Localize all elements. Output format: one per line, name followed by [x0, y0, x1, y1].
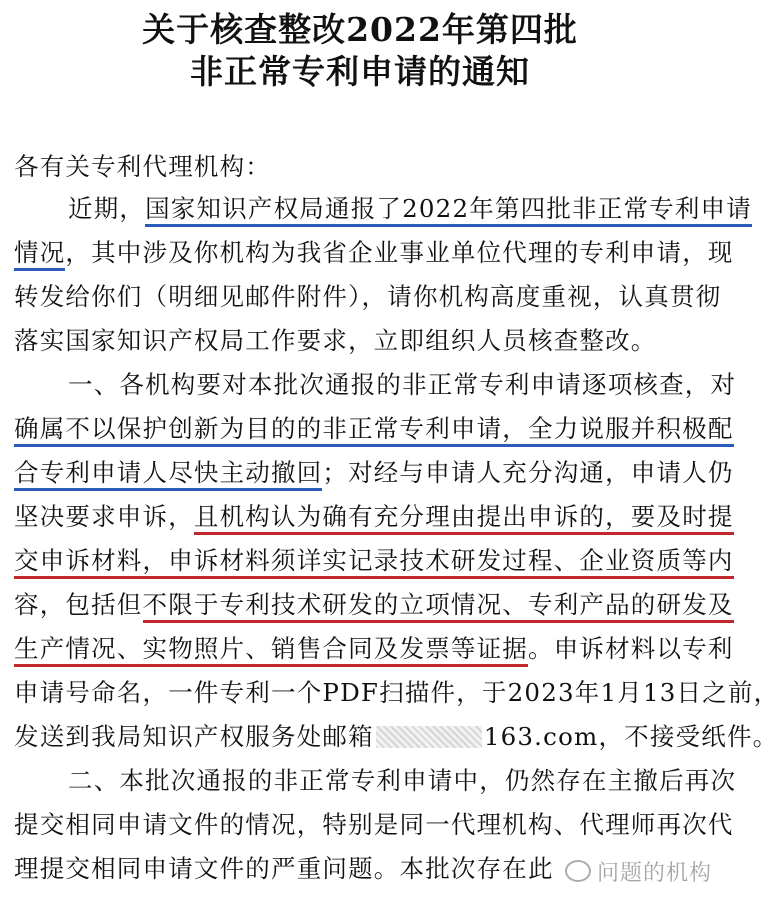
wechat-icon	[565, 860, 591, 882]
redacted-email	[376, 726, 482, 748]
p3-line-3: 理提交相同申请文件的严重问题。本批次存在此	[14, 854, 554, 883]
p2-l9-rest: 163.com，不接受纸件。	[483, 722, 779, 751]
p1-l2-underlined: 情况	[14, 238, 65, 271]
p1-line-3: 转发给你们（明细见邮件附件），请你机构高度重视，认真贯彻	[14, 282, 722, 311]
p1-l1-lead: 近期，	[68, 194, 146, 223]
title-line-2: 非正常专利申请的通知	[190, 52, 530, 91]
p2-l6-underlined: 不限于专利技术研发的立项情况、专利产品的研发及	[143, 590, 734, 623]
p2-l9-lead: 发送到我局知识产权服务处邮箱	[14, 722, 374, 751]
p2-line-2	[14, 412, 734, 446]
p2-l2-underlined: 确属不以保护创新为目的的非正常专利申请，全力说服并积极配	[14, 414, 734, 447]
p2-l5-underlined: 交申诉材料，申诉材料须详实记录技术研发过程、企业资质等内	[14, 546, 734, 579]
title-line-1: 关于核查整改2022年第四批	[142, 10, 578, 49]
watermark-text: 问题的机构	[596, 861, 712, 886]
p2-line-3	[14, 456, 734, 490]
p1-l2-rest: ，其中涉及你机构为我省企业事业单位代理的专利申请，现	[65, 238, 734, 267]
p1-l1-underlined: 国家知识产权局通报了2022年第四批非正常专利申请	[145, 194, 752, 227]
p1-line-1	[68, 192, 752, 226]
p2-l3-rest: ；对经与申请人充分沟通，申请人仍	[322, 458, 734, 487]
p2-l6-lead: 容，包括但	[14, 590, 143, 619]
greeting: 各有关专利代理机构：	[14, 152, 271, 181]
p2-l7-underlined: 生产情况、实物照片、销售合同及发票等证据	[14, 634, 528, 667]
p2-line-8: 申请号命名，一件专利一个PDF扫描件，于2023年1月13日之前，	[14, 678, 779, 707]
p1-line-4: 落实国家知识产权局工作要求，立即组织人员核查整改。	[14, 326, 657, 355]
p2-line-9	[14, 720, 778, 754]
p2-l4-lead: 坚决要求申诉，	[14, 502, 194, 531]
p2-line-1: 一、各机构要对本批次通报的非正常专利申请逐项核查，对	[68, 370, 737, 399]
p2-line-7	[14, 632, 734, 666]
p1-line-2	[14, 236, 734, 270]
p3-line-2: 提交相同申请文件的情况，特别是同一代理机构、代理师再次代	[14, 810, 734, 839]
watermark	[565, 856, 712, 887]
p3-line-1: 二、本批次通报的非正常专利申请中，仍然存在主撤后再次	[68, 766, 737, 795]
p2-l3-underlined: 合专利申请人尽快主动撤回	[14, 458, 322, 491]
p2-l7-rest: 。申诉材料以专利	[528, 634, 734, 663]
p2-line-4	[14, 500, 734, 534]
p2-l4-underlined: 且机构认为确有充分理由提出申诉的，要及时提	[194, 502, 734, 535]
p2-line-6	[14, 588, 734, 622]
p2-line-5	[14, 544, 734, 578]
